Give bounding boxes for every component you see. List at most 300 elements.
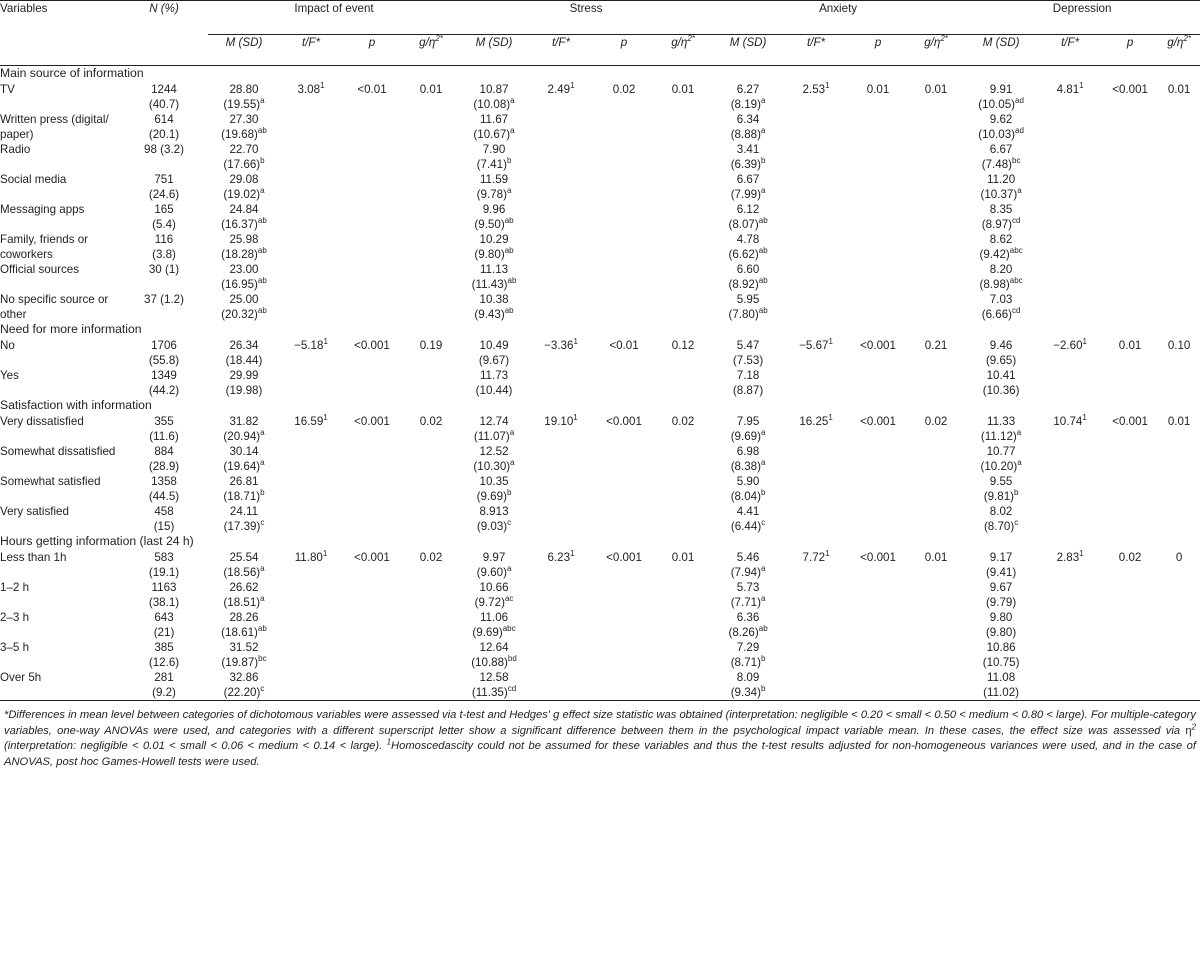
stress-t-value: 2.49 [547, 83, 571, 96]
stress-sd [460, 353, 528, 368]
depression-group-letter: abc [1009, 246, 1023, 256]
depression-sd [964, 157, 1038, 172]
table-row [0, 112, 1200, 142]
stress-mean: 9.97 [482, 551, 506, 564]
section-title: Need for more information [0, 322, 142, 336]
n-count: 355 [154, 415, 174, 428]
n-count: 281 [154, 671, 174, 684]
impact-p: <0.001 [354, 551, 390, 564]
stress-t-footnote: 1 [570, 549, 575, 559]
stress-p [594, 292, 654, 322]
impact-sd [208, 655, 280, 670]
depression-p: <0.001 [1112, 415, 1148, 428]
anxiety-mean: 7.95 [736, 415, 760, 428]
n-percent: (11.6) [149, 430, 179, 443]
anxiety-effect-size [908, 262, 964, 292]
impact-p [342, 292, 402, 322]
depression-group-letter: cd [1012, 306, 1021, 316]
depression-t-f [1038, 142, 1102, 172]
stress-effect-size [654, 292, 712, 322]
anxiety-sd [712, 127, 784, 142]
n-count: 1349 [151, 369, 177, 382]
impact-sd [208, 595, 280, 610]
depression-t-f-header: t/F* [1038, 35, 1102, 66]
table-row [0, 202, 1200, 232]
impact-mean: 32.86 [229, 671, 259, 684]
depression-t-f [1038, 262, 1102, 292]
stress-m-sd [460, 474, 528, 504]
impact-t-f [280, 414, 342, 444]
depression-sd [964, 595, 1038, 610]
impact-sd-value: (18.28) [221, 248, 258, 261]
impact-p [342, 368, 402, 398]
depression-mean: 8.35 [989, 203, 1013, 216]
anxiety-m-sd [712, 82, 784, 112]
stress-group-letter: a [506, 564, 512, 574]
depression-sd-value: (6.66) [981, 308, 1013, 321]
depression-t-f [1038, 640, 1102, 670]
anxiety-p: <0.001 [860, 551, 896, 564]
anxiety-t-f [784, 414, 848, 444]
impact-sd [208, 489, 280, 504]
impact-t-f [280, 112, 342, 142]
impact-effect-size: 0.01 [419, 83, 443, 96]
depression-p: 0.02 [1118, 551, 1142, 564]
depression-m-sd-header: M (SD) [964, 35, 1038, 66]
impact-group-letter: a [260, 564, 265, 574]
stress-effect-size [654, 670, 712, 701]
stress-effect-size [654, 262, 712, 292]
stress-mean: 12.64 [479, 641, 509, 654]
stress-effect-size [654, 232, 712, 262]
anxiety-mean: 8.09 [736, 671, 760, 684]
anxiety-t-f [784, 292, 848, 322]
depression-m-sd [964, 112, 1038, 142]
stress-group-letter: a [510, 96, 515, 106]
impact-mean: 25.00 [229, 293, 259, 306]
stress-t-f [528, 232, 594, 262]
anxiety-m-sd [712, 444, 784, 474]
depression-t-f [1038, 232, 1102, 262]
depression-mean: 8.20 [989, 263, 1013, 276]
stress-t-f [528, 202, 594, 232]
depression-sd-value: (9.81) [983, 490, 1015, 503]
depression-m-sd [964, 292, 1038, 322]
section-title: Main source of information [0, 66, 144, 80]
anxiety-t-footnote: 1 [828, 413, 833, 423]
n-count: 116 [154, 233, 174, 246]
stress-m-sd [460, 232, 528, 262]
anxiety-mean: 5.73 [736, 581, 760, 594]
depression-t-f [1038, 670, 1102, 701]
impact-t-f [280, 262, 342, 292]
depression-sd [964, 459, 1038, 474]
depression-p [1102, 444, 1158, 474]
impact-mean: 29.99 [229, 369, 259, 382]
impact-group-letter: a [260, 186, 265, 196]
impact-m-sd [208, 580, 280, 610]
anxiety-p [848, 262, 908, 292]
stress-effect-size [654, 580, 712, 610]
stress-group-letter: ac [504, 594, 514, 604]
stress-sd [460, 429, 528, 444]
stress-p: <0.01 [609, 339, 639, 352]
table-row [0, 338, 1200, 368]
impact-t-f [280, 640, 342, 670]
stress-group-letter: b [506, 156, 512, 166]
stress-effect-size [654, 640, 712, 670]
stress-sd [460, 489, 528, 504]
depression-effect-size: 0.01 [1167, 415, 1191, 428]
impact-sd-value: (18.61) [221, 626, 258, 639]
impact-effect-size [402, 292, 460, 322]
anxiety-group-letter: b [760, 684, 766, 694]
impact-group-letter: b [260, 488, 265, 498]
depression-sd [964, 247, 1038, 262]
n-count: 884 [154, 445, 174, 458]
stress-m-sd [460, 142, 528, 172]
impact-sd [208, 625, 280, 640]
anxiety-effect-size [908, 444, 964, 474]
impact-p [342, 670, 402, 701]
stress-effect-size: 0.01 [671, 83, 695, 96]
section-row [0, 534, 1200, 550]
impact-sd [208, 187, 280, 202]
anxiety-sd [712, 157, 784, 172]
stress-group-letter: a [510, 458, 515, 468]
impact-t-value: 16.59 [294, 415, 324, 428]
depression-t-f [1038, 172, 1102, 202]
stress-mean: 10.66 [479, 581, 509, 594]
section-row [0, 66, 1200, 83]
impact-sd-value: (22.20) [223, 686, 261, 699]
stress-m-sd [460, 202, 528, 232]
anxiety-t-footnote: 1 [825, 81, 830, 91]
impact-mean: 23.00 [229, 263, 259, 276]
anxiety-mean: 5.90 [736, 475, 760, 488]
impact-effect-size: 0.19 [419, 339, 443, 352]
stress-t-f [528, 292, 594, 322]
stress-m-sd [460, 292, 528, 322]
depression-m-sd [964, 444, 1038, 474]
stress-m-sd [460, 112, 528, 142]
depression-t-f [1038, 368, 1102, 398]
depression-sd [964, 353, 1038, 368]
n-percent-header: N (%) [120, 1, 208, 35]
impact-m-sd [208, 82, 280, 112]
depression-sd-value: (9.79) [985, 596, 1017, 609]
anxiety-sd-value: (8.07) [728, 218, 759, 231]
subheader-spacer [0, 35, 120, 66]
stress-mean: 12.74 [479, 415, 509, 428]
depression-effect-size [1158, 262, 1200, 292]
depression-m-sd [964, 142, 1038, 172]
stress-m-sd [460, 368, 528, 398]
anxiety-m-sd [712, 368, 784, 398]
depression-mean: 9.17 [989, 551, 1013, 564]
stress-t-f [528, 82, 594, 112]
row-n-percent [120, 414, 208, 444]
depression-p [1102, 610, 1158, 640]
impact-sd [208, 217, 280, 232]
anxiety-t-f [784, 670, 848, 701]
anxiety-group-letter: ab [758, 216, 768, 226]
stress-t-footnote: 1 [573, 337, 578, 347]
depression-p [1102, 232, 1158, 262]
impact-effect-size [402, 112, 460, 142]
anxiety-t-f [784, 338, 848, 368]
impact-p [342, 504, 402, 534]
n-count: 1706 [151, 339, 177, 352]
depression-sd [964, 625, 1038, 640]
depression-group-letter: b [1014, 488, 1019, 498]
stress-m-sd [460, 82, 528, 112]
n-percent: (44.2) [148, 384, 180, 397]
depression-sd-value: (10.75) [982, 656, 1020, 669]
impact-mean: 25.54 [229, 551, 259, 564]
row-label: TV [0, 83, 15, 96]
row-label: Family, friends or coworkers [0, 233, 89, 261]
stress-sd [460, 217, 528, 232]
anxiety-group-letter: a [760, 96, 766, 106]
depression-m-sd [964, 368, 1038, 398]
depression-p [1102, 292, 1158, 322]
row-label: 1–2 h [0, 581, 30, 594]
anxiety-group-letter: c [761, 518, 766, 528]
depression-t-footnote: 1 [1079, 81, 1084, 91]
n-percent: (20.1) [148, 128, 180, 141]
depression-effect-size [1158, 504, 1200, 534]
stress-group-letter: c [507, 518, 512, 528]
impact-mean: 31.82 [229, 415, 259, 428]
table-row [0, 172, 1200, 202]
depression-sd-value: (9.42) [979, 248, 1010, 261]
table-row [0, 232, 1200, 262]
anxiety-m-sd [712, 232, 784, 262]
impact-t-f [280, 368, 342, 398]
anxiety-effect-size: 0.02 [924, 415, 948, 428]
stress-mean: 9.96 [482, 203, 506, 216]
depression-t-footnote: 1 [1079, 549, 1084, 559]
table-row [0, 640, 1200, 670]
anxiety-m-sd [712, 262, 784, 292]
anxiety-effect-size [908, 474, 964, 504]
depression-t-f [1038, 550, 1102, 580]
row-n-percent [120, 550, 208, 580]
depression-mean: 6.67 [989, 143, 1013, 156]
depression-sd-value: (9.65) [985, 354, 1017, 367]
depression-group-letter: c [1014, 518, 1019, 528]
stress-m-sd [460, 610, 528, 640]
depression-p: 0.01 [1118, 339, 1142, 352]
anxiety-t-value: −5.67 [799, 339, 829, 352]
impact-p [342, 474, 402, 504]
row-n-percent [120, 262, 208, 292]
impact-effect-size [402, 640, 460, 670]
impact-group-letter: bc [258, 654, 267, 664]
impact-sd-value: (19.55) [223, 98, 261, 111]
impact-sd [208, 127, 280, 142]
impact-effect-size [402, 172, 460, 202]
depression-mean: 9.55 [989, 475, 1013, 488]
impact-mean: 26.62 [229, 581, 259, 594]
depression-p [1102, 202, 1158, 232]
impact-t-footnote: 1 [320, 81, 325, 91]
impact-effect-size [402, 142, 460, 172]
anxiety-effect-size [908, 292, 964, 322]
impact-m-sd [208, 172, 280, 202]
impact-effect-size [402, 444, 460, 474]
depression-t-f [1038, 580, 1102, 610]
anxiety-sd-value: (8.26) [728, 626, 759, 639]
impact-effect-size-header: $g/\eta^{2*}$ [402, 35, 460, 66]
stress-mean: 10.49 [479, 339, 509, 352]
n-count: 385 [154, 641, 174, 654]
impact-p [342, 610, 402, 640]
impact-sd-value: (19.64) [223, 460, 261, 473]
anxiety-m-sd [712, 292, 784, 322]
anxiety-sd-value: (8.38) [730, 460, 761, 473]
depression-effect-size [1158, 670, 1200, 701]
stress-m-sd [460, 262, 528, 292]
impact-effect-size [402, 610, 460, 640]
anxiety-p [848, 670, 908, 701]
stress-sd [460, 383, 528, 398]
depression-sd-value: (10.03) [978, 128, 1015, 141]
n-percent: (3.8) [152, 248, 176, 261]
anxiety-m-sd [712, 474, 784, 504]
anxiety-sd [712, 97, 784, 112]
depression-t-f [1038, 202, 1102, 232]
anxiety-effect-size [908, 580, 964, 610]
stress-p [594, 368, 654, 398]
depression-m-sd [964, 232, 1038, 262]
anxiety-group-letter: a [760, 126, 766, 136]
anxiety-t-value: 2.53 [802, 83, 826, 96]
anxiety-t-f [784, 550, 848, 580]
depression-m-sd [964, 670, 1038, 701]
row-n-percent [120, 444, 208, 474]
stress-sd-value: (10.08) [473, 98, 511, 111]
impact-t-value: 11.80 [294, 551, 323, 564]
anxiety-group-letter: b [760, 156, 766, 166]
impact-mean: 24.84 [229, 203, 259, 216]
anxiety-sd-value: (9.69) [730, 430, 761, 443]
stress-group-letter: a [509, 428, 515, 438]
anxiety-effect-size [908, 142, 964, 172]
anxiety-sd-value: (7.94) [730, 566, 761, 579]
stress-group-letter: ab [504, 216, 514, 226]
anxiety-header: Anxiety [712, 1, 964, 35]
depression-m-sd [964, 610, 1038, 640]
impact-sd [208, 685, 280, 700]
depression-t-f [1038, 610, 1102, 640]
table-row [0, 142, 1200, 172]
row-label: Radio [0, 143, 31, 156]
n-percent: (19.1) [148, 566, 180, 579]
row-n-percent [120, 112, 208, 142]
table-row [0, 610, 1200, 640]
stress-p: <0.001 [606, 415, 642, 428]
stress-sd [460, 307, 528, 322]
row-label: Over 5h [0, 670, 120, 701]
stress-p [594, 444, 654, 474]
impact-t-f [280, 172, 342, 202]
table-row [0, 414, 1200, 444]
impact-t-f [280, 232, 342, 262]
stress-mean: 10.35 [479, 475, 509, 488]
anxiety-sd-value: (8.92) [728, 278, 759, 291]
impact-m-sd [208, 414, 280, 444]
depression-sd [964, 277, 1038, 292]
depression-m-sd [964, 580, 1038, 610]
table-footnote: *Differences in mean level between categories of dichotomous variables were assessed via t-test and Hedges' g effect size statistic was obtained (interpretation: negligible < 0.20 < small < 0.50 < medium < 0.80 < large). For multiple-category variables, one-way ANOVAs were used, and categories with a different superscript letter show a significant difference between them in the psychological impact variable mean. In these cases, the effect size was assessed via $\eta^2$ (interpretation: negligible < 0.01 < small < 0.06 < medium < 0.14 < large). $^1$Homoscedascity could not be assumed for these variables and thus the t-test results adjusted for non-homogeneous variances were used, and in the case of ANOVAS, post hoc Games-Howell tests were used. [4, 709, 1196, 768]
depression-sd-value: (9.41) [985, 566, 1017, 579]
stress-sd-value: (9.03) [476, 520, 508, 533]
anxiety-m-sd [712, 580, 784, 610]
stress-sd-value: (9.69) [472, 626, 503, 639]
impact-m-sd [208, 202, 280, 232]
depression-m-sd [964, 550, 1038, 580]
anxiety-p [848, 640, 908, 670]
stress-sd [460, 685, 528, 700]
anxiety-sd-value: (7.71) [730, 596, 761, 609]
stress-t-f [528, 670, 594, 701]
subheader-spacer [120, 35, 208, 66]
anxiety-sd [712, 247, 784, 262]
anxiety-m-sd [712, 172, 784, 202]
stress-p [594, 262, 654, 292]
n-count: 1244 [151, 83, 177, 96]
impact-m-sd [208, 504, 280, 534]
impact-effect-size [402, 504, 460, 534]
stress-group-letter: ab [504, 246, 514, 256]
stress-mean: 11.67 [479, 113, 509, 126]
stress-m-sd [460, 670, 528, 701]
depression-t-value: 2.83 [1056, 551, 1080, 564]
n-count: 37 (1.2) [144, 293, 184, 306]
depression-group-letter: bc [1012, 156, 1021, 166]
impact-mean: 24.11 [229, 505, 259, 518]
anxiety-mean: 6.12 [736, 203, 760, 216]
n-percent: (55.8) [148, 354, 180, 367]
impact-sd-value: (20.32) [221, 308, 258, 321]
stress-sd-value: (9.80) [474, 248, 505, 261]
stress-t-f [528, 444, 594, 474]
stress-p [594, 610, 654, 640]
anxiety-mean: 6.34 [736, 113, 760, 126]
impact-sd [208, 383, 280, 398]
anxiety-sd [712, 565, 784, 580]
stress-t-f [528, 474, 594, 504]
depression-sd-value: (10.37) [980, 188, 1018, 201]
stress-p [594, 474, 654, 504]
row-label: 2–3 h [0, 611, 30, 624]
stress-group-letter: a [510, 126, 515, 136]
stress-sd-value: (11.35) [471, 686, 508, 699]
impact-effect-size: 0.02 [419, 415, 443, 428]
variables-header: Variables [0, 1, 120, 35]
anxiety-t-f [784, 580, 848, 610]
depression-mean: 9.91 [989, 83, 1013, 96]
depression-p [1102, 580, 1158, 610]
stress-sd-value: (9.60) [476, 566, 507, 579]
stress-p [594, 504, 654, 534]
depression-sd-value: (7.48) [981, 158, 1013, 171]
stress-mean: 11.73 [479, 369, 509, 382]
depression-mean: 11.20 [987, 173, 1016, 186]
stress-t-f [528, 580, 594, 610]
